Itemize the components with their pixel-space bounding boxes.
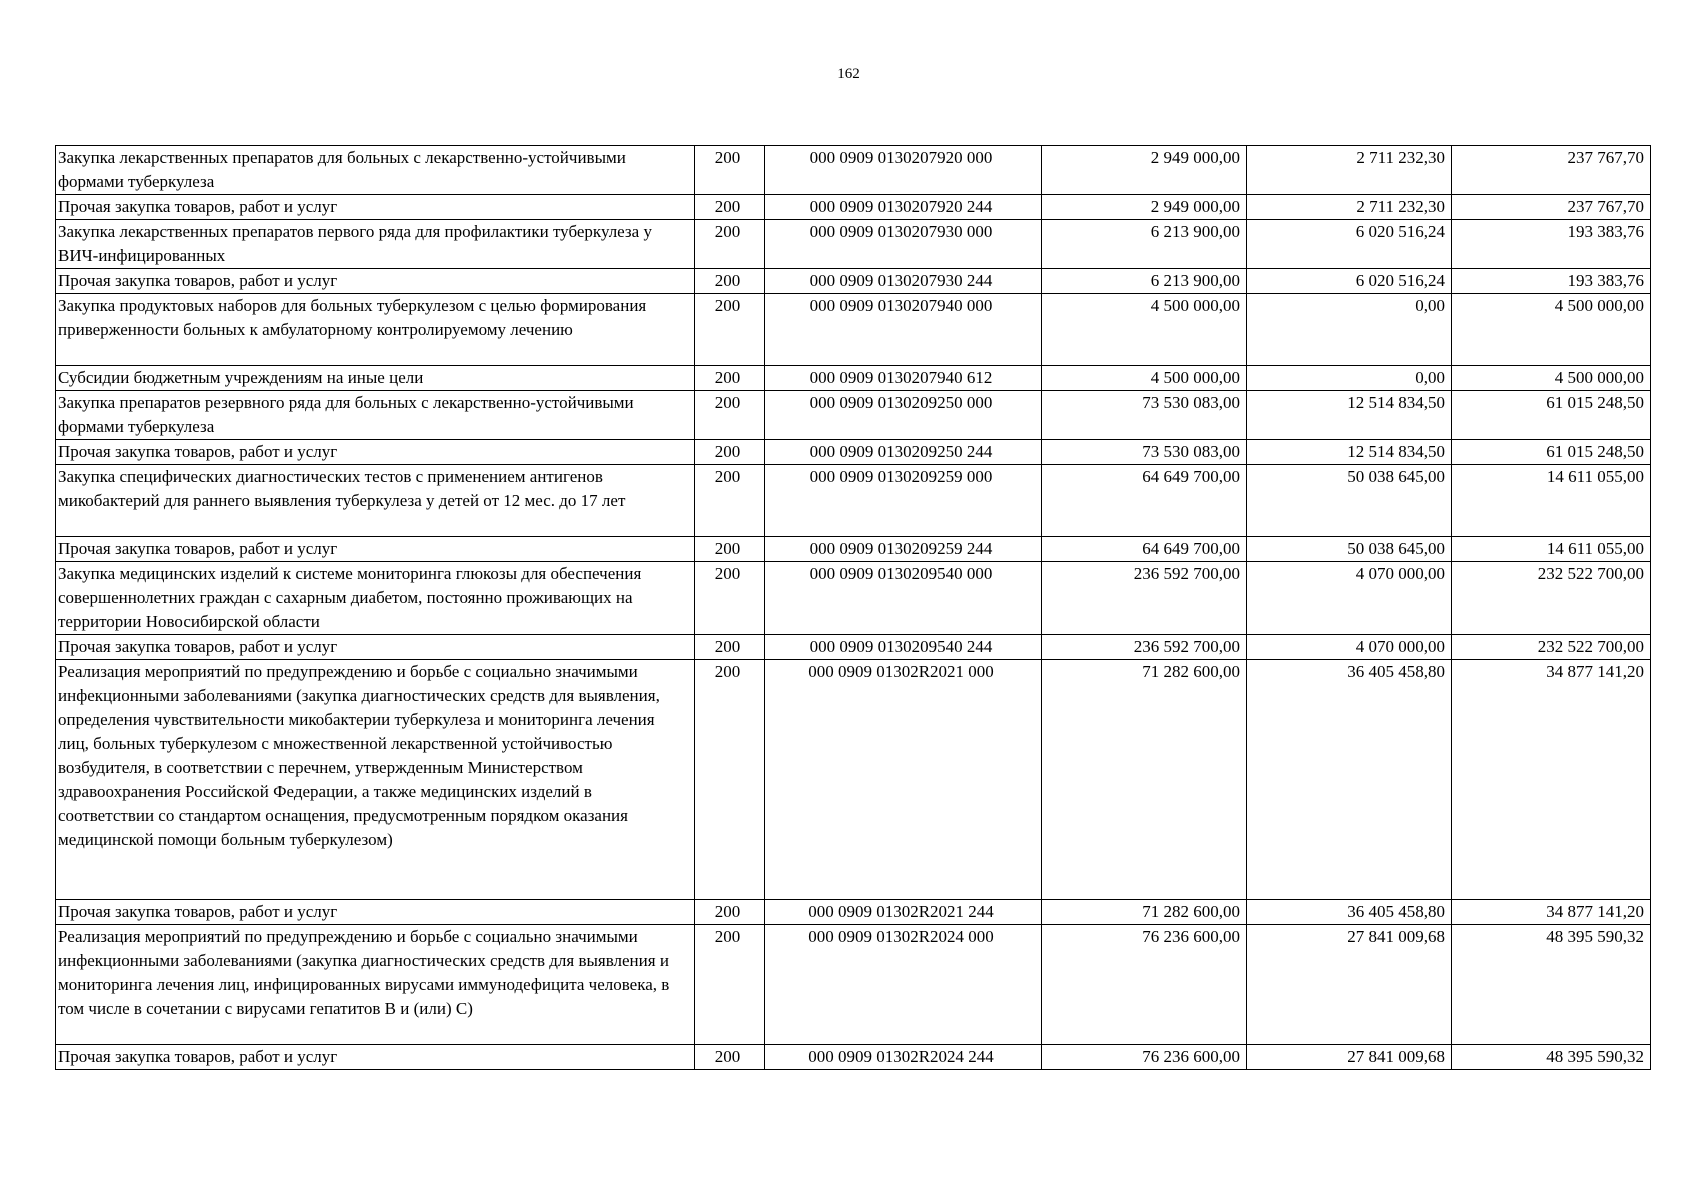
row-executed-cell: 6 020 516,24 bbox=[1247, 269, 1452, 294]
row-approved-cell: 6 213 900,00 bbox=[1042, 269, 1247, 294]
row-kbk-cell: 000 0909 0130209250 000 bbox=[765, 391, 1042, 440]
row-kbk-cell: 000 0909 01302R2021 000 bbox=[765, 660, 1042, 900]
row-name-cell: Закупка лекарственных препаратов для больных с лекарственно-устойчивыми формами туберкулеза bbox=[56, 146, 695, 195]
row-kbk-cell: 000 0909 0130209259 000 bbox=[765, 465, 1042, 537]
row-unexecuted-cell: 48 395 590,32 bbox=[1452, 1045, 1651, 1070]
row-kbk-cell: 000 0909 0130209250 244 bbox=[765, 440, 1042, 465]
row-approved-cell: 71 282 600,00 bbox=[1042, 660, 1247, 900]
table-row bbox=[56, 1045, 1651, 1070]
table-row bbox=[56, 366, 1651, 391]
row-name-cell: Реализация мероприятий по предупреждению и борьбе с социально значимыми инфекционными заболеваниями (закупка диагностических средств для выявления, определения чувствительности микобактерии туберкулеза и мониторинга лечения лиц, больных туберкулезом с множественной лекарственной устойчивостью возбудителя, в соответствии с перечнем, утвержденным Министерством здравоохранения Российской Федерации, а также медицинских изделий в соответствии со стандартом оснащения, предусмотренным порядком оказания медицинской помощи больным туберкулезом) bbox=[56, 660, 695, 900]
row-unexecuted-cell: 4 500 000,00 bbox=[1452, 294, 1651, 366]
row-code-cell: 200 bbox=[695, 635, 765, 660]
row-kbk-cell: 000 0909 0130207930 000 bbox=[765, 220, 1042, 269]
row-code-cell: 200 bbox=[695, 195, 765, 220]
row-name-cell: Реализация мероприятий по предупреждению и борьбе с социально значимыми инфекционными заболеваниями (закупка диагностических средств для выявления и мониторинга лечения лиц, инфицированных вирусами иммунодефицита человека, в том числе в сочетании с вирусами гепатитов B и (или) C) bbox=[56, 925, 695, 1045]
table-row bbox=[56, 465, 1651, 537]
row-executed-cell: 0,00 bbox=[1247, 294, 1452, 366]
table-row bbox=[56, 660, 1651, 900]
row-code-cell: 200 bbox=[695, 440, 765, 465]
row-executed-cell: 50 038 645,00 bbox=[1247, 537, 1452, 562]
row-unexecuted-cell: 237 767,70 bbox=[1452, 146, 1651, 195]
row-unexecuted-cell: 34 877 141,20 bbox=[1452, 660, 1651, 900]
row-kbk-cell: 000 0909 0130209540 000 bbox=[765, 562, 1042, 635]
row-name-cell: Прочая закупка товаров, работ и услуг bbox=[56, 635, 695, 660]
table-row bbox=[56, 269, 1651, 294]
row-approved-cell: 236 592 700,00 bbox=[1042, 635, 1247, 660]
row-name-cell: Закупка продуктовых наборов для больных туберкулезом с целью формирования приверженности больных к амбулаторному контролируемому лечению bbox=[56, 294, 695, 366]
row-code-cell: 200 bbox=[695, 562, 765, 635]
row-code-cell: 200 bbox=[695, 925, 765, 1045]
row-approved-cell: 71 282 600,00 bbox=[1042, 900, 1247, 925]
table-row bbox=[56, 440, 1651, 465]
row-approved-cell: 64 649 700,00 bbox=[1042, 537, 1247, 562]
row-unexecuted-cell: 14 611 055,00 bbox=[1452, 537, 1651, 562]
row-executed-cell: 6 020 516,24 bbox=[1247, 220, 1452, 269]
row-executed-cell: 36 405 458,80 bbox=[1247, 660, 1452, 900]
row-approved-cell: 4 500 000,00 bbox=[1042, 366, 1247, 391]
row-executed-cell: 27 841 009,68 bbox=[1247, 1045, 1452, 1070]
row-name-cell: Субсидии бюджетным учреждениям на иные цели bbox=[56, 366, 695, 391]
row-unexecuted-cell: 232 522 700,00 bbox=[1452, 635, 1651, 660]
row-executed-cell: 50 038 645,00 bbox=[1247, 465, 1452, 537]
row-kbk-cell: 000 0909 01302R2024 000 bbox=[765, 925, 1042, 1045]
row-executed-cell: 2 711 232,30 bbox=[1247, 195, 1452, 220]
row-unexecuted-cell: 48 395 590,32 bbox=[1452, 925, 1651, 1045]
row-code-cell: 200 bbox=[695, 366, 765, 391]
row-code-cell: 200 bbox=[695, 391, 765, 440]
row-approved-cell: 76 236 600,00 bbox=[1042, 1045, 1247, 1070]
table-row bbox=[56, 925, 1651, 1045]
row-unexecuted-cell: 14 611 055,00 bbox=[1452, 465, 1651, 537]
row-kbk-cell: 000 0909 0130207920 000 bbox=[765, 146, 1042, 195]
row-name-cell: Закупка препаратов резервного ряда для больных с лекарственно-устойчивыми формами туберкулеза bbox=[56, 391, 695, 440]
page-number: 162 bbox=[837, 66, 860, 82]
table-row bbox=[56, 562, 1651, 635]
row-executed-cell: 4 070 000,00 bbox=[1247, 635, 1452, 660]
row-code-cell: 200 bbox=[695, 220, 765, 269]
row-kbk-cell: 000 0909 0130209259 244 bbox=[765, 537, 1042, 562]
row-unexecuted-cell: 193 383,76 bbox=[1452, 269, 1651, 294]
row-name-cell: Прочая закупка товаров, работ и услуг bbox=[56, 900, 695, 925]
row-approved-cell: 4 500 000,00 bbox=[1042, 294, 1247, 366]
row-unexecuted-cell: 4 500 000,00 bbox=[1452, 366, 1651, 391]
row-approved-cell: 2 949 000,00 bbox=[1042, 146, 1247, 195]
row-code-cell: 200 bbox=[695, 1045, 765, 1070]
row-name-cell: Закупка лекарственных препаратов первого ряда для профилактики туберкулеза у ВИЧ-инфицированных bbox=[56, 220, 695, 269]
row-approved-cell: 64 649 700,00 bbox=[1042, 465, 1247, 537]
row-kbk-cell: 000 0909 0130209540 244 bbox=[765, 635, 1042, 660]
table-row bbox=[56, 146, 1651, 195]
row-unexecuted-cell: 34 877 141,20 bbox=[1452, 900, 1651, 925]
row-approved-cell: 73 530 083,00 bbox=[1042, 391, 1247, 440]
row-unexecuted-cell: 232 522 700,00 bbox=[1452, 562, 1651, 635]
row-executed-cell: 4 070 000,00 bbox=[1247, 562, 1452, 635]
row-kbk-cell: 000 0909 01302R2021 244 bbox=[765, 900, 1042, 925]
row-executed-cell: 12 514 834,50 bbox=[1247, 440, 1452, 465]
row-code-cell: 200 bbox=[695, 146, 765, 195]
row-code-cell: 200 bbox=[695, 269, 765, 294]
table-row bbox=[56, 900, 1651, 925]
row-approved-cell: 2 949 000,00 bbox=[1042, 195, 1247, 220]
row-executed-cell: 36 405 458,80 bbox=[1247, 900, 1452, 925]
row-executed-cell: 0,00 bbox=[1247, 366, 1452, 391]
row-unexecuted-cell: 237 767,70 bbox=[1452, 195, 1651, 220]
row-unexecuted-cell: 193 383,76 bbox=[1452, 220, 1651, 269]
row-name-cell: Прочая закупка товаров, работ и услуг bbox=[56, 1045, 695, 1070]
row-name-cell: Закупка специфических диагностических тестов с применением антигенов микобактерий для раннего выявления туберкулеза у детей от 12 мес. до 17 лет bbox=[56, 465, 695, 537]
row-executed-cell: 12 514 834,50 bbox=[1247, 391, 1452, 440]
table-row bbox=[56, 391, 1651, 440]
row-code-cell: 200 bbox=[695, 660, 765, 900]
budget-execution-table bbox=[55, 145, 1651, 1070]
row-kbk-cell: 000 0909 01302R2024 244 bbox=[765, 1045, 1042, 1070]
row-kbk-cell: 000 0909 0130207940 000 bbox=[765, 294, 1042, 366]
row-executed-cell: 2 711 232,30 bbox=[1247, 146, 1452, 195]
row-approved-cell: 76 236 600,00 bbox=[1042, 925, 1247, 1045]
row-name-cell: Прочая закупка товаров, работ и услуг bbox=[56, 195, 695, 220]
row-name-cell: Прочая закупка товаров, работ и услуг bbox=[56, 440, 695, 465]
table-row bbox=[56, 635, 1651, 660]
row-kbk-cell: 000 0909 0130207930 244 bbox=[765, 269, 1042, 294]
row-name-cell: Закупка медицинских изделий к системе мониторинга глюкозы для обеспечения совершеннолетних граждан с сахарным диабетом, постоянно проживающих на территории Новосибирской области bbox=[56, 562, 695, 635]
table-row bbox=[56, 294, 1651, 366]
row-executed-cell: 27 841 009,68 bbox=[1247, 925, 1452, 1045]
row-code-cell: 200 bbox=[695, 294, 765, 366]
row-approved-cell: 6 213 900,00 bbox=[1042, 220, 1247, 269]
row-kbk-cell: 000 0909 0130207940 612 bbox=[765, 366, 1042, 391]
row-kbk-cell: 000 0909 0130207920 244 bbox=[765, 195, 1042, 220]
table-row bbox=[56, 195, 1651, 220]
table-row bbox=[56, 537, 1651, 562]
row-code-cell: 200 bbox=[695, 900, 765, 925]
row-name-cell: Прочая закупка товаров, работ и услуг bbox=[56, 269, 695, 294]
row-unexecuted-cell: 61 015 248,50 bbox=[1452, 391, 1651, 440]
row-code-cell: 200 bbox=[695, 465, 765, 537]
table-row bbox=[56, 220, 1651, 269]
row-code-cell: 200 bbox=[695, 537, 765, 562]
row-approved-cell: 73 530 083,00 bbox=[1042, 440, 1247, 465]
row-approved-cell: 236 592 700,00 bbox=[1042, 562, 1247, 635]
row-unexecuted-cell: 61 015 248,50 bbox=[1452, 440, 1651, 465]
table-body bbox=[56, 146, 1651, 1070]
row-name-cell: Прочая закупка товаров, работ и услуг bbox=[56, 537, 695, 562]
